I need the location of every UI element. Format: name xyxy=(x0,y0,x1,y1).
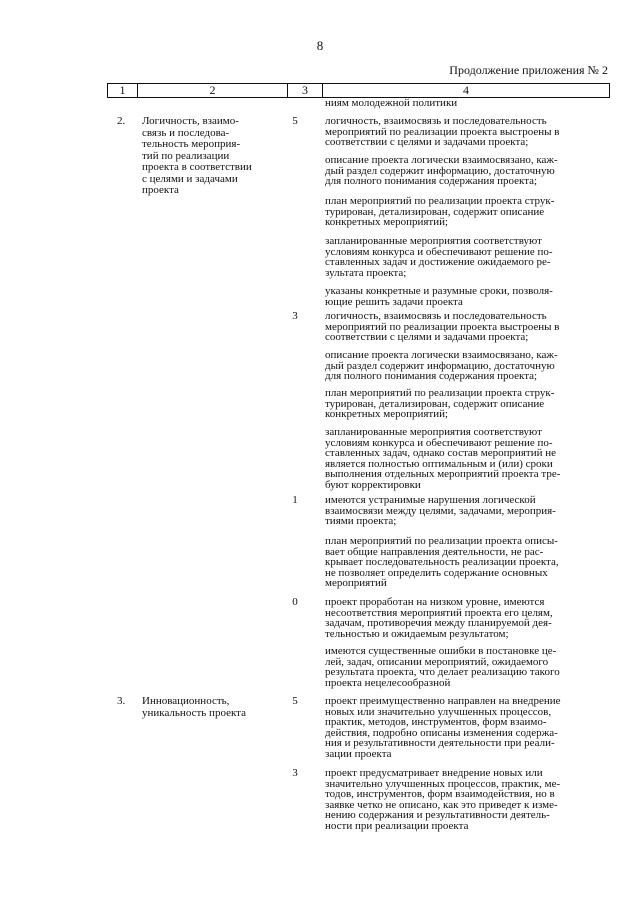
description-item: описание проекта логически взаимосвязано, каж- дый раздел содержит информацию, достаточную для полного понимания содержания проекта; xyxy=(325,154,558,187)
description-item: логичность, взаимосвязь и последовательность мероприятий по реализации проекта выстроены в соответствии с целями и задачами проекта; xyxy=(325,310,560,343)
annex-label: Продолжение приложения № 2 xyxy=(449,63,608,77)
score-value: 5 xyxy=(292,695,298,707)
criterion-number: 2. xyxy=(117,115,126,127)
score-value: 3 xyxy=(292,310,298,322)
score-value: 0 xyxy=(292,596,298,608)
description-item: проект преимущественно направлен на внедрение новых или значительно улучшенных процессов, практик, методов, инструментов, форм взаимо- действия, подробно описаны изменения содержа- ния и результативности деятельности при реали- зации проекта xyxy=(325,695,561,760)
header-col-4: 4 xyxy=(463,83,469,97)
page-number: 8 xyxy=(316,38,324,53)
description-item: имеются существенные ошибки в постановке це- лей, задач, описании мероприятий, ожидаемого результата проекта, что делает реализацию такого проекта нецелесообразной xyxy=(325,645,560,689)
description-item: имеются устранимые нарушения логической взаимосвязи между целями, задачами, мероприя- тиями проекта; xyxy=(325,494,556,527)
criterion-name: Логичность, взаимо- связь и последова- тельность мероприя- тий по реализации проекта в соответствии с целями и задачами проекта xyxy=(142,115,252,196)
description-item: план мероприятий по реализации проекта струк- турирован, детализирован, содержит описание конкретных мероприятий; xyxy=(325,387,555,420)
score-value: 1 xyxy=(292,494,298,506)
criterion-number: 3. xyxy=(117,695,126,707)
description-item: проект проработан на низком уровне, имеются несоответствия мероприятий проекта его целям, задачам, противоречия между планируемой дея- тельностью и ожидаемым результатом; xyxy=(325,596,553,640)
description-item: проект предусматривает внедрение новых или значительно улучшенных процессов, практик, ме- тодов, инструментов, форм взаимодействия, но в заявке четко не описано, как это приведет к изме- нению содержания и результативности деятель- ности при реализации проекта xyxy=(325,767,561,832)
continuation-text: ниям молодежной политики xyxy=(325,97,458,109)
description-item: описание проекта логически взаимосвязано, каж- дый раздел содержит информацию, достаточную для полного понимания содержания проекта; xyxy=(325,349,558,382)
score-value: 3 xyxy=(292,767,298,779)
description-item: запланированные мероприятия соответствуют условиям конкурса и обеспечивают решение по- ставленных задач и достижение ожидаемого ре- зультата проекта; xyxy=(325,235,553,279)
description-item: логичность, взаимосвязь и последовательность мероприятий по реализации проекта выстроены в соответствии с целями и задачами проекта; xyxy=(325,115,560,148)
table-header-row xyxy=(107,83,610,98)
header-col-1: 1 xyxy=(108,84,138,97)
score-value: 5 xyxy=(292,115,298,127)
description-item: план мероприятий по реализации проекта струк- турирован, детализирован, содержит описание конкретных мероприятий; xyxy=(325,195,555,228)
header-col-2: 2 xyxy=(138,84,288,97)
header-col-3: 3 xyxy=(288,84,323,97)
criterion-name: Инновационность, уникальность проекта xyxy=(142,695,246,719)
description-item: план мероприятий по реализации проекта описы- вает общие направления деятельности, не рас- крывает последовательность реализации проекта, не позволяет определить содержание основных мероприятий xyxy=(325,535,559,589)
description-item: запланированные мероприятия соответствуют условиям конкурса и обеспечивают решение по- ставленных задач, однако состав мероприятий не является полностью оптимальным и (или) сроки выполнения отдельных мероприятий проекта тре- буют корректировки xyxy=(325,426,561,491)
description-item: указаны конкретные и разумные сроки, позволя- ющие решить задачи проекта xyxy=(325,285,553,308)
